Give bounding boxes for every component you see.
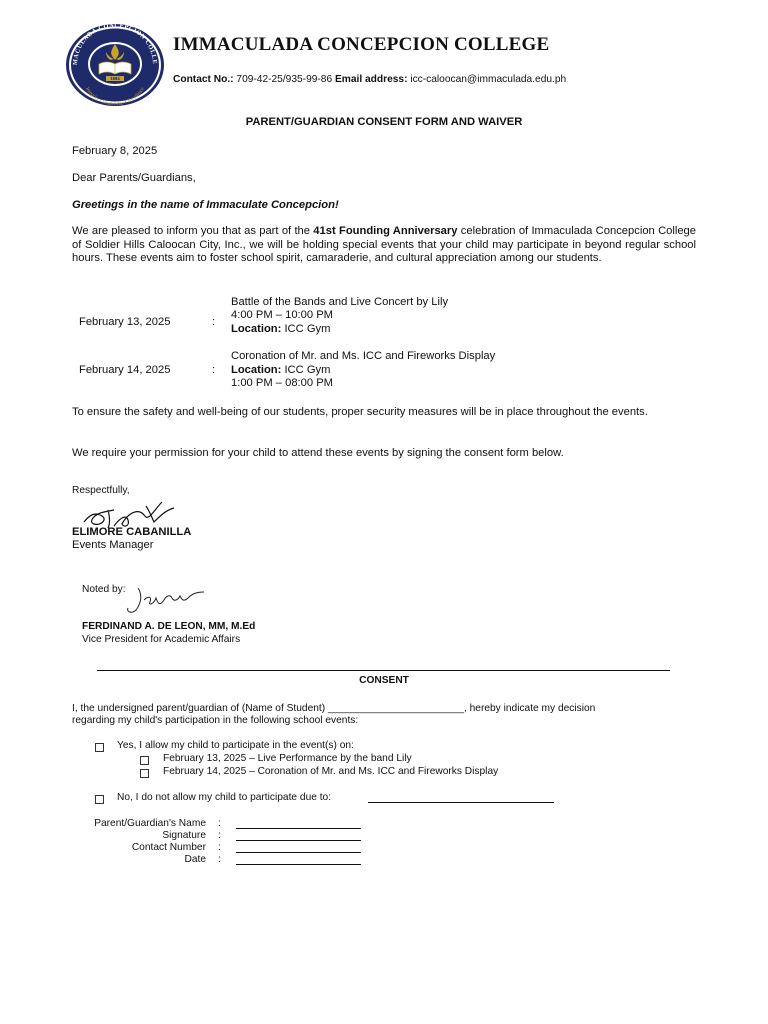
seal-motto-text: Integrity • Leadership • Excellence xyxy=(84,86,146,108)
consent-intro-line-2: regarding my child's participation in the following school events: xyxy=(72,715,359,726)
signatory-2-title: Vice President for Academic Affairs xyxy=(82,634,241,645)
event-2-colon: : xyxy=(212,364,216,376)
letter-date: February 8, 2025 xyxy=(72,145,158,157)
field-date-colon: : xyxy=(218,854,221,865)
salutation: Dear Parents/Guardians, xyxy=(72,172,196,184)
field-signature-colon: : xyxy=(218,830,221,841)
location-label: Location: xyxy=(231,364,282,376)
yes-option-label: Yes, I allow my child to participate in the event(s) on: xyxy=(117,740,354,751)
contact-numbers: 709-42-25/935-99-86 xyxy=(236,74,333,85)
no-checkbox[interactable] xyxy=(95,795,104,804)
location-value: ICC Gym xyxy=(281,323,331,335)
signatory-1-title: Events Manager xyxy=(72,539,154,551)
yes-sub-option-1: February 13, 2025 – Live Performance by the band Lily xyxy=(163,753,412,764)
intro-paragraph xyxy=(72,225,696,266)
date-field[interactable] xyxy=(236,855,361,865)
yes-sub-checkbox-1[interactable] xyxy=(140,756,149,765)
event-2-location xyxy=(231,364,330,376)
intro-text-start: We are pleased to inform you that as part of the xyxy=(72,225,314,237)
location-value: ICC Gym xyxy=(281,364,331,376)
field-contact-label: Contact Number xyxy=(131,842,206,853)
permission-paragraph: We require your permission for your child to attend these events by signing the consent form below. xyxy=(72,447,564,459)
signature-de-leon-icon xyxy=(120,584,210,620)
event-2-title: Coronation of Mr. and Ms. ICC and Fireworks Display xyxy=(231,350,496,362)
contact-number-field[interactable] xyxy=(236,843,361,853)
contact-line xyxy=(173,74,566,85)
parent-name-field[interactable] xyxy=(236,819,361,829)
intro-highlight: 41st Founding Anniversary xyxy=(313,225,458,237)
event-1-time: 4:00 PM – 10:00 PM xyxy=(231,309,333,321)
consent-heading: CONSENT xyxy=(359,675,409,686)
field-signature-label: Signature xyxy=(162,830,206,841)
location-label: Location: xyxy=(231,323,282,335)
field-contact-colon: : xyxy=(218,842,221,853)
noted-by-label: Noted by: xyxy=(82,584,126,595)
event-1-date: February 13, 2025 xyxy=(79,316,171,328)
contact-label: Contact No.: xyxy=(173,74,234,85)
seal-year: 1984 xyxy=(110,76,120,82)
intro-text-end: celebration of Immaculada Concepcion College of Soldier Hills Caloocan City, Inc., we will be holding special events that your child may participate in beyond regular school hours. These events aim to foster school spirit, camaraderie, and cultural appreciation among our students. xyxy=(72,225,697,265)
greeting: Greetings in the name of Immaculate Concepcion! xyxy=(72,199,339,211)
event-2-time: 1:00 PM – 08:00 PM xyxy=(231,377,333,389)
seal-logo-icon xyxy=(64,22,166,108)
email-address[interactable]: icc-caloocan@immaculada.edu.ph xyxy=(410,74,567,85)
signatory-2-name: FERDINAND A. DE LEON, MM, M.Ed xyxy=(82,621,256,632)
event-1-location xyxy=(231,323,330,335)
event-1-title: Battle of the Bands and Live Concert by Lily xyxy=(231,296,449,308)
school-name: IMMACULADA CONCEPCION COLLEGE xyxy=(173,34,550,55)
event-1-colon: : xyxy=(212,316,216,328)
field-parent-name-colon: : xyxy=(218,818,221,829)
signatory-1-name: ELIMORE CABANILLA xyxy=(72,526,192,538)
no-reason-field[interactable] xyxy=(368,793,554,803)
school-seal xyxy=(64,22,166,108)
no-option-label: No, I do not allow my child to participate due to: xyxy=(117,792,332,803)
event-2-date: February 14, 2025 xyxy=(79,364,171,376)
yes-sub-checkbox-2[interactable] xyxy=(140,769,149,778)
field-parent-name-label: Parent/Guardian's Name xyxy=(94,818,206,829)
field-date-label: Date xyxy=(184,854,206,865)
email-label: Email address: xyxy=(334,74,408,85)
yes-sub-option-2: February 14, 2025 – Coronation of Mr. and Ms. ICC and Fireworks Display xyxy=(163,766,499,777)
consent-intro-line-1: I, the undersigned parent/guardian of (Name of Student) ________________________, hereby indicate my decision xyxy=(72,703,596,714)
consent-divider xyxy=(97,670,670,671)
seal-ring-text: MACULADA CONCEPCION COLLE xyxy=(71,22,159,66)
yes-checkbox[interactable] xyxy=(95,743,104,752)
closing: Respectfully, xyxy=(72,485,130,496)
form-title: PARENT/GUARDIAN CONSENT FORM AND WAIVER xyxy=(245,116,523,128)
signature-field[interactable] xyxy=(236,831,361,841)
safety-paragraph: To ensure the safety and well-being of our students, proper security measures will be in place throughout the events. xyxy=(72,406,648,418)
